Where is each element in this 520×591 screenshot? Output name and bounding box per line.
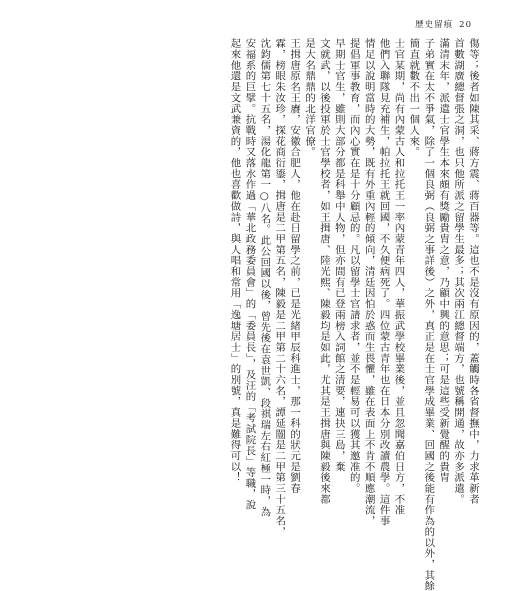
text-column: 王揖唐原名王賡，安徽合肥人，他在赴日留學之前，已是光緒甲辰科進士，那一科的狀元是劉春 (288, 38, 301, 494)
text-column: 子弟實在太不爭氣，除了一個良弼（良弼之事詳後）之外，真正是在士官學成畢業、回國之後能有作為的以外，其餘 (422, 38, 435, 591)
text-column: 他們入聯隊見充補生，帕拉托王就回國，不久便病死了。四位蒙古青年也在日本分別改讀農學。這件事 (377, 38, 390, 527)
text-column: 滿清末年，派遣士官學生本來頗有獎勵貴胄之意，乃顧中興的意思；可是這些受新覺醒的貴冑 (437, 38, 450, 483)
text-column: 士官某期，尚有內蒙古人和拉托王一率內蒙青年四人，華振武學校畢業後，並且忽聞嘉伯日方，不准 (392, 38, 405, 516)
text-column: 霖，榜眼朱汝珍，探花商衍鎏，揖唐是二甲第五名，陳毅是二甲第二十六名，譚延闓是二甲第三十五名， (273, 38, 286, 538)
text-column: 首數湖廣總督張之洞，也只他所派之留學生最多；其次兩江總督端方，也號稱開通，故亦多派遣。 (452, 38, 465, 505)
text-column: 安福系的巨擘。抗戰時又落水作過「華北政務委員會」的「委員長」，及汪的「考試院長」等職，說 (243, 38, 256, 511)
text-column: 文就武，以後投軍於士官學校者，如王揖唐、陸光熙、陳毅均是如此，尤其是王揖唐與陳毅後來都 (317, 38, 330, 505)
text-column: 沈鈞儒第七十五名，湯化龍第一○八名。此公回國以後，曾先後在袁世凱、段祺瑞左右紅極一時，為 (258, 38, 271, 517)
book-title: 歷史留痕 (415, 20, 454, 30)
page-header (415, 18, 472, 30)
text-column: 傷等；後者如陳其采、蔣方震、蔣百器等。這也不是沒有原因的，蓋觸時各省督撫中，力求革新者 (467, 38, 479, 505)
text-column: 起來他還是文武兼資的，他也喜歡做詩，與人唱和常用「逸塘居士」的別號，真是難得可以！ (228, 38, 241, 483)
body-text (227, 38, 480, 591)
text-column: 是大名鼎鼎的北洋官僚。 (303, 38, 316, 158)
text-column: 早期士官生，雖則大部分都是科舉中人物，但亦間有已登兩榜入詞館之清要，連抉三島，棄 (332, 38, 345, 472)
text-column: 簡直就數不出一個人來。 (407, 38, 420, 158)
text-column: 提倡軍事教育，而內心實在是十分顧忌的。凡以留學士官請求者，並不是輕易可以獲其邀准的。 (347, 38, 360, 494)
page-number: 20 (459, 20, 472, 30)
text-column: 情足以說明當時的大勢，既有外重內輕的傾向，清廷因怕於惑而生畏懼，雖在表面上不肯不順應潮流， (362, 38, 375, 527)
